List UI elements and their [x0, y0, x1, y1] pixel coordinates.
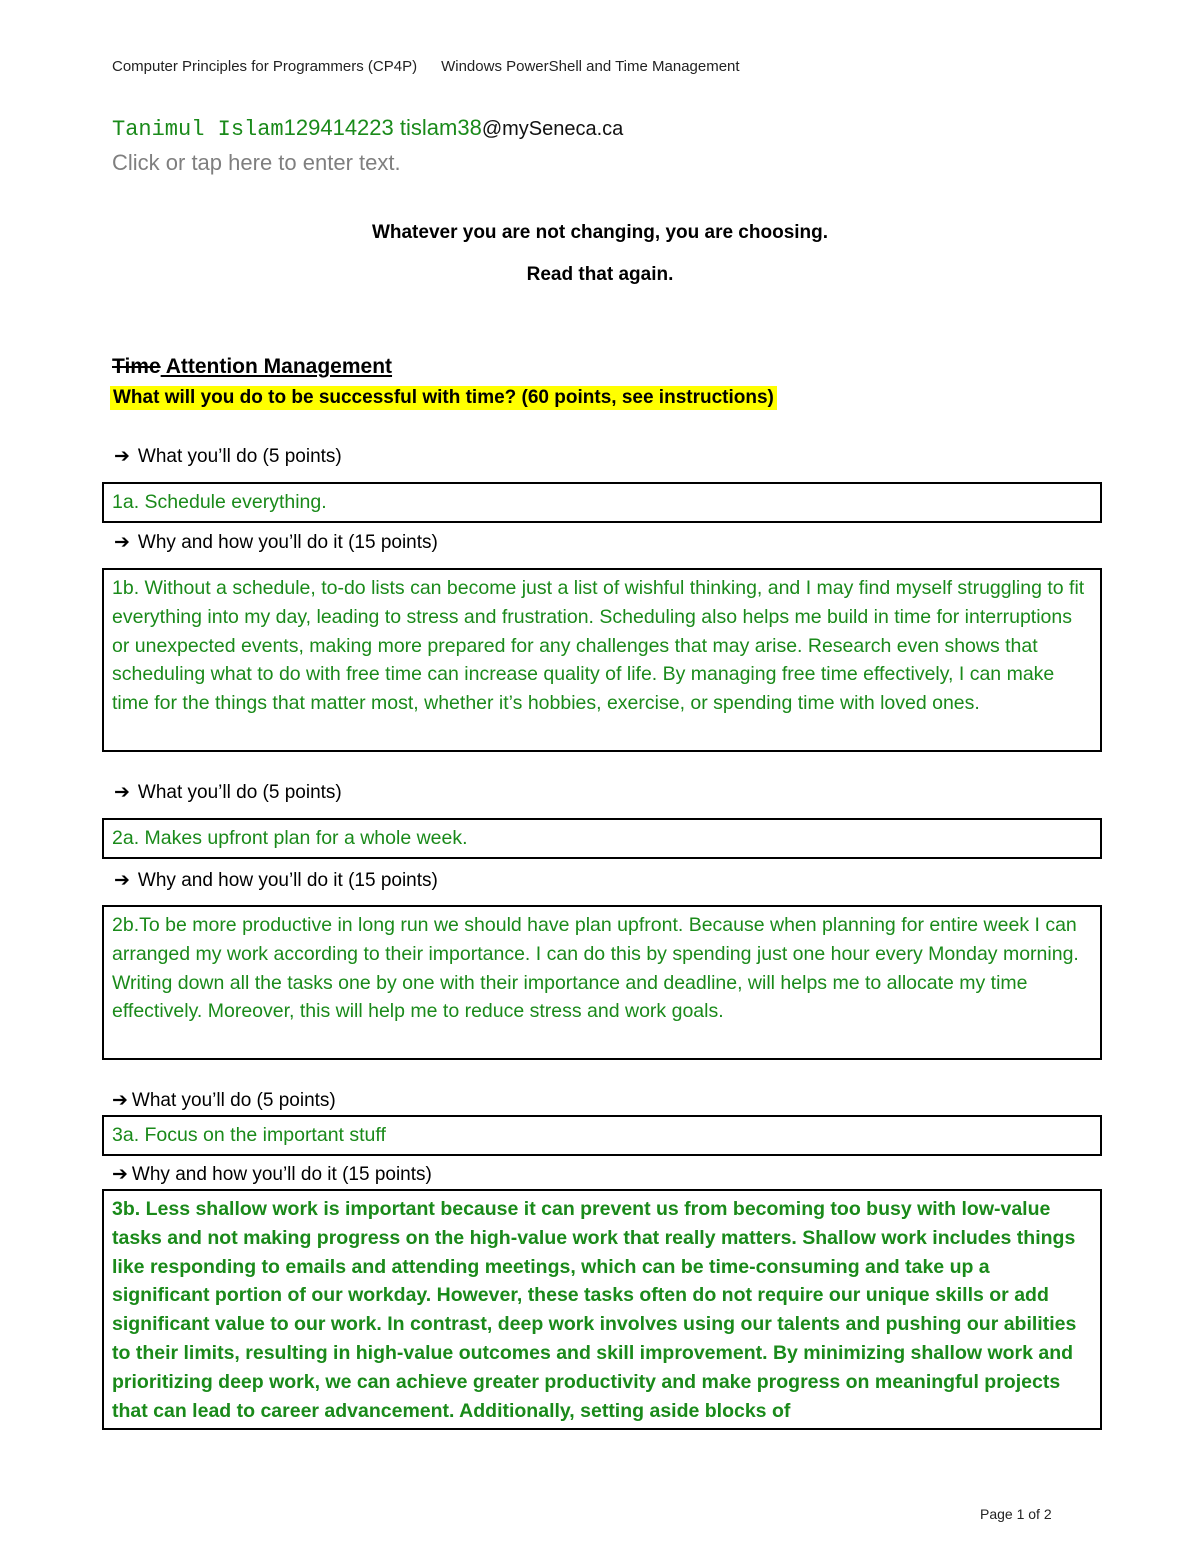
- prompt-what-1: [114, 445, 342, 468]
- section-title: [112, 355, 392, 379]
- student-email-domain: @mySeneca.ca: [481, 118, 624, 140]
- section-instruction: What will you do to be successful with time? (60 points, see instructions): [110, 386, 777, 410]
- quote-line-1: Whatever you are not changing, you are choosing.: [371, 222, 829, 243]
- arrow-right-icon: ➔: [114, 782, 130, 803]
- arrow-right-icon: ➔: [112, 1164, 128, 1185]
- prompt-why-2: [114, 869, 438, 892]
- answer-2b-field[interactable]: 2b.To be more productive in long run we should have plan upfront. Because when planning for entire week I can arranged my work according to their importance. I can do this by spending just one hour every Monday morning. Writing down all the tasks one by one with their importance and deadline, will helps me to allocate my time effectively. Moreover, this will help me to reduce stress and work goals.: [102, 905, 1102, 1060]
- page-number: Page 1 of 2: [980, 1506, 1052, 1522]
- text-placeholder-field[interactable]: Click or tap here to enter text.: [112, 150, 401, 175]
- prompt-what-3: [112, 1089, 336, 1112]
- page-header: [112, 58, 740, 75]
- prompt-label: What you’ll do (5 points): [131, 1090, 336, 1111]
- student-email-user: tislam38: [399, 115, 482, 140]
- prompt-label: Why and how you’ll do it (15 points): [131, 1164, 432, 1185]
- prompt-label: What you’ll do (5 points): [137, 446, 342, 467]
- prompt-label: Why and how you’ll do it (15 points): [137, 870, 438, 891]
- student-info[interactable]: [112, 115, 623, 142]
- arrow-right-icon: ➔: [114, 446, 130, 467]
- arrow-right-icon: ➔: [114, 532, 130, 553]
- prompt-why-1: [114, 531, 438, 554]
- answer-3a-field[interactable]: 3a. Focus on the important stuff: [102, 1115, 1102, 1156]
- arrow-right-icon: ➔: [114, 870, 130, 891]
- answer-1a-field[interactable]: 1a. Schedule everything.: [102, 482, 1102, 523]
- prompt-what-2: [114, 781, 342, 804]
- course-title: Computer Principles for Programmers (CP4P): [112, 58, 418, 75]
- student-name: Tanimul Islam: [112, 117, 284, 142]
- prompt-label: What you’ll do (5 points): [137, 782, 342, 803]
- answer-3b-field[interactable]: 3b. Less shallow work is important because it can prevent us from becoming too busy with low-value tasks and not making progress on the high-value work that really matters. Shallow work includes things like responding to emails and attending meetings, which can be time-consuming and take up a significant portion of our workday. However, these tasks often do not require our unique skills or add significant value to our work. In contrast, deep work involves using our talents and pushing our abilities to their limits, resulting in high-value outcomes and skill improvement. By minimizing shallow work and prioritizing deep work, we can achieve greater productivity and make progress on meaningful projects that can lead to career advancement. Additionally, setting aside blocks of: [102, 1189, 1102, 1430]
- student-id: 129414223: [283, 115, 394, 140]
- header-topic: Windows PowerShell and Time Management: [441, 58, 740, 75]
- section-title-struck: Time: [112, 355, 161, 378]
- section-title-rest: Attention Management: [160, 355, 393, 378]
- prompt-label: Why and how you’ll do it (15 points): [137, 532, 438, 553]
- arrow-right-icon: ➔: [112, 1090, 128, 1111]
- answer-1b-field[interactable]: 1b. Without a schedule, to-do lists can become just a list of wishful thinking, and I may find myself struggling to fit everything into my day, leading to stress and frustration. Scheduling also helps me build in time for interruptions or unexpected events, making more prepared for any challenges that may arise. Research even shows that scheduling what to do with free time can increase quality of life. By managing free time effectively, I can make time for the things that matter most, whether it’s hobbies, exercise, or spending time with loved ones.: [102, 568, 1102, 752]
- quote-line-2: Read that again.: [526, 264, 674, 285]
- answer-2a-field[interactable]: 2a. Makes upfront plan for a whole week.: [102, 818, 1102, 859]
- prompt-why-3: [112, 1163, 432, 1186]
